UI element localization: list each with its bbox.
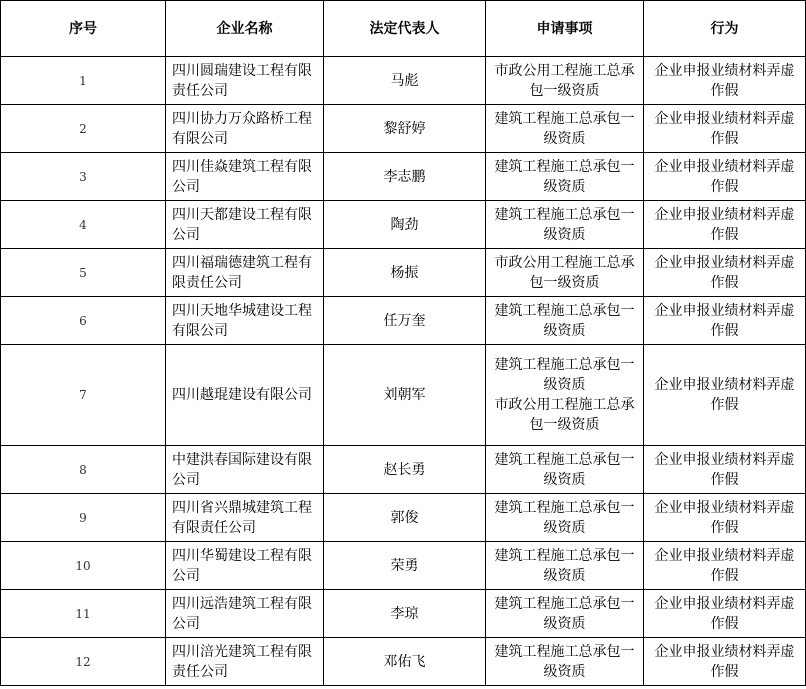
cell-item: [486, 446, 644, 494]
cell-company: 四川天地华城建设工程有限公司: [166, 297, 324, 345]
cell-act: 企业申报业绩材料弄虚作假: [644, 153, 806, 201]
cell-rep: 陶劲: [324, 201, 486, 249]
cell-no: 2: [1, 105, 166, 153]
cell-act: 企业申报业绩材料弄虚作假: [644, 297, 806, 345]
cell-no: 7: [1, 345, 166, 446]
cell-item: [486, 153, 644, 201]
cell-company: 四川华蜀建设工程有限公司: [166, 542, 324, 590]
table-row: [1, 153, 806, 201]
cell-no: 5: [1, 249, 166, 297]
table-row: [1, 494, 806, 542]
header-company: 企业名称: [166, 1, 324, 57]
cell-no: 9: [1, 494, 166, 542]
table-row: [1, 297, 806, 345]
table-row: [1, 542, 806, 590]
cell-rep: 杨振: [324, 249, 486, 297]
cell-rep: 马彪: [324, 57, 486, 105]
item-line: 建筑工程施工总承包一级资质: [494, 302, 635, 339]
cell-item: [486, 590, 644, 638]
table-row: [1, 57, 806, 105]
cell-company: 四川越琨建设有限公司: [166, 345, 324, 446]
cell-rep: 赵长勇: [324, 446, 486, 494]
cell-rep: 李琼: [324, 590, 486, 638]
cell-company: 四川省兴鼎城建筑工程有限责任公司: [166, 494, 324, 542]
item-line: 建筑工程施工总承包一级资质: [494, 110, 635, 147]
item-line: 建筑工程施工总承包一级资质: [494, 206, 635, 243]
cell-no: 4: [1, 201, 166, 249]
table-row: [1, 105, 806, 153]
cell-act: 企业申报业绩材料弄虚作假: [644, 446, 806, 494]
item-line: 建筑工程施工总承包一级资质: [494, 451, 635, 488]
cell-company: 四川天都建设工程有限公司: [166, 201, 324, 249]
cell-act: 企业申报业绩材料弄虚作假: [644, 638, 806, 686]
table-row: [1, 345, 806, 446]
table-row: [1, 201, 806, 249]
header-no: 序号: [1, 1, 166, 57]
cell-no: 1: [1, 57, 166, 105]
cell-act: 企业申报业绩材料弄虚作假: [644, 590, 806, 638]
cell-no: 11: [1, 590, 166, 638]
cell-rep: 邓佑飞: [324, 638, 486, 686]
header-item: 申请事项: [486, 1, 644, 57]
table-body: [1, 57, 806, 686]
cell-item: [486, 638, 644, 686]
cell-rep: 郭俊: [324, 494, 486, 542]
table-row: [1, 446, 806, 494]
cell-act: 企业申报业绩材料弄虚作假: [644, 494, 806, 542]
cell-company: 四川协力万众路桥工程有限公司: [166, 105, 324, 153]
cell-company: 四川福瑞德建筑工程有限责任公司: [166, 249, 324, 297]
cell-rep: 荣勇: [324, 542, 486, 590]
cell-act: 企业申报业绩材料弄虚作假: [644, 345, 806, 446]
cell-act: 企业申报业绩材料弄虚作假: [644, 201, 806, 249]
cell-no: 3: [1, 153, 166, 201]
cell-item: [486, 345, 644, 446]
item-line: 市政公用工程施工总承包一级资质: [494, 254, 635, 291]
cell-item: [486, 57, 644, 105]
table-row: [1, 638, 806, 686]
cell-rep: 李志鹏: [324, 153, 486, 201]
cell-item: [486, 494, 644, 542]
cell-act: 企业申报业绩材料弄虚作假: [644, 542, 806, 590]
cell-item: [486, 249, 644, 297]
cell-item: [486, 105, 644, 153]
item-line: 建筑工程施工总承包一级资质: [494, 158, 635, 195]
item-line: 建筑工程施工总承包一级资质: [494, 547, 635, 584]
cell-act: 企业申报业绩材料弄虚作假: [644, 249, 806, 297]
item-line: 建筑工程施工总承包一级资质: [494, 357, 635, 393]
table-header-row: [1, 1, 806, 57]
cell-rep: 黎舒婷: [324, 105, 486, 153]
item-line: 建筑工程施工总承包一级资质: [494, 643, 635, 680]
cell-no: 8: [1, 446, 166, 494]
cell-item: [486, 297, 644, 345]
item-line: 市政公用工程施工总承包一级资质: [494, 62, 635, 99]
item-line: 市政公用工程施工总承包一级资质: [494, 397, 635, 433]
header-act: 行为: [644, 1, 806, 57]
cell-act: 企业申报业绩材料弄虚作假: [644, 105, 806, 153]
cell-no: 10: [1, 542, 166, 590]
header-rep: 法定代表人: [324, 1, 486, 57]
cell-company: 四川佳焱建筑工程有限公司: [166, 153, 324, 201]
cell-rep: 刘朝军: [324, 345, 486, 446]
cell-company: 中建洪春国际建设有限公司: [166, 446, 324, 494]
cell-item: [486, 201, 644, 249]
cell-item: [486, 542, 644, 590]
table-row: [1, 590, 806, 638]
cell-company: 四川远浩建筑工程有限公司: [166, 590, 324, 638]
cell-company: 四川涪光建筑工程有限责任公司: [166, 638, 324, 686]
item-line: 建筑工程施工总承包一级资质: [494, 595, 635, 632]
cell-act: 企业申报业绩材料弄虚作假: [644, 57, 806, 105]
table-row: [1, 249, 806, 297]
cell-no: 12: [1, 638, 166, 686]
item-line: 建筑工程施工总承包一级资质: [494, 499, 635, 536]
cell-no: 6: [1, 297, 166, 345]
cell-company: 四川圆瑞建设工程有限责任公司: [166, 57, 324, 105]
cell-rep: 任万奎: [324, 297, 486, 345]
